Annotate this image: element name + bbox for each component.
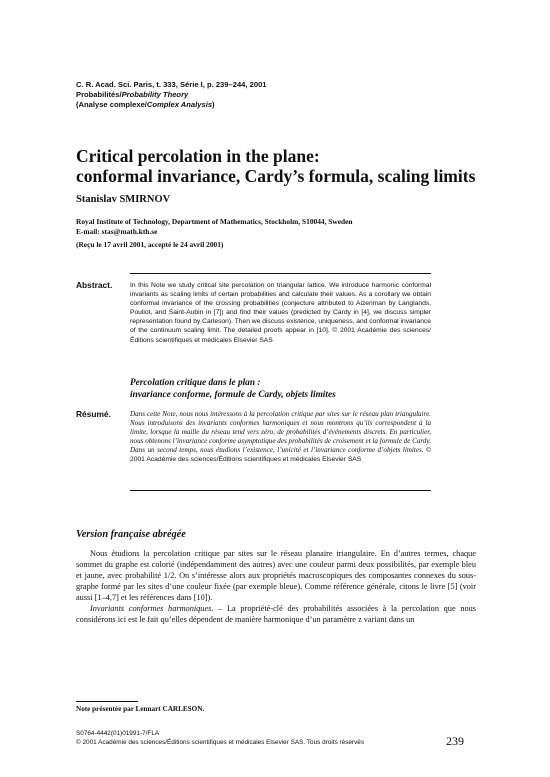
presentation-note: Note présentée par Lennart CARLESON. [76,705,205,713]
received-date: (Reçu le 17 avril 2001, accepté le 24 avril 2001) [76,240,224,249]
divider-top [130,273,431,274]
journal-subsection: (Analyse complexe/Complex Analysis) [76,100,215,109]
resume-label: Résumé. [76,409,111,419]
journal-section: Probabilités/Probability Theory [76,90,189,99]
body-text [76,548,476,625]
journal-citation: C. R. Acad. Sci. Paris, t. 333, Série I, p. 239–244, 2001 [76,80,267,89]
email: E-mail: stas@math.kth.se [76,226,158,236]
resume-text: Dans cette Note, nous nous intéressons à la percolation critique par sites sur le réseau plan triangulaire. Nous introduisons des invariants conformes harmoniques et nous montrons qu’ils correspondent à la limite, lorsque la maille du réseau tend vers zéro, de probabilités d’événements discrets. En particulier, nous obtenons l’invariance conforme asymptotique des probabilités de croisement et la formule de Cardy. Dans un second temps, nous étudions l’existence, l’unicité et l’invariance conforme d’objets limites. © 2001 Académie des sciences/Éditions scientifiques et médicales Elsevier SAS [130,410,431,464]
divider-bottom [130,490,431,491]
footnote-rule [76,701,138,702]
author-name: Stanislav SMIRNOV [76,194,171,205]
footer-copyright: © 2001 Académie des sciences/Éditions scientifiques et médicales Elsevier SAS. Tous droits réservés [76,739,365,746]
abstract-label: Abstract. [76,280,113,290]
section-heading: Version française abrégée [76,529,186,540]
paper-title: Critical percolation in the plane: conformal invariance, Cardy’s formula, scaling limits [76,146,476,186]
footer [76,729,364,747]
abstract-text: In this Note we study critical site percolation on triangular lattice. We introduce harmonic conformal invariants as scaling limits of certain probabilities and calculate their values. As a corollary we obtain conformal invariance of the crossing probabilities (conjecture attributed to Aizenman by Langlands, Pouliot, and Saint-Aubin in [7]) and find their values (predicted by Cardy in [4], we discuss simpler representation found by Carleson). Then we discuss existence, uniqueness, and conformal invariance of the continuum scaling limit. The detailed proofs appear in [10]. © 2001 Académie des sciences/Éditions scientifiques et médicales Elsevier SAS [130,282,431,344]
french-title: Percolation critique dans le plan : invariance conforme, formule de Cardy, objets limites [130,378,336,400]
paragraph: Nous étudions la percolation critique par sites sur le réseau planaire triangulaire. En d’autres termes, chaque sommet du graphe est colorié (indépendamment des autres) avec une couleur parmi deux possibilités, par exemple bleu et jaune, avec probabilité 1/2. On s’intéresse alors aux propriétés macroscopiques des composantes connexes du sous-graphe formé par les sites d’une couleur fixée (par exemple bleue). Comme référence générale, citons le livre [5] (voir aussi [1–4,7] et les références dans [10]). [76,549,476,602]
affiliation: Royal Institute of Technology, Department of Mathematics, Stockholm, S10044, Sweden E-mail: stas@math.kth.se [76,217,496,236]
paragraph: Invariants conformes harmoniques. – La propriété-clé des probabilités associées à la percolation que nous considérons ici est le fait qu’elles dépendent de manière harmonique d’un paramètre z variant dans un [76,604,476,624]
page-number: 239 [446,734,464,748]
journal-header [76,80,496,110]
footer-id: S0764-4442(01)01991-7/FLA [76,730,160,737]
